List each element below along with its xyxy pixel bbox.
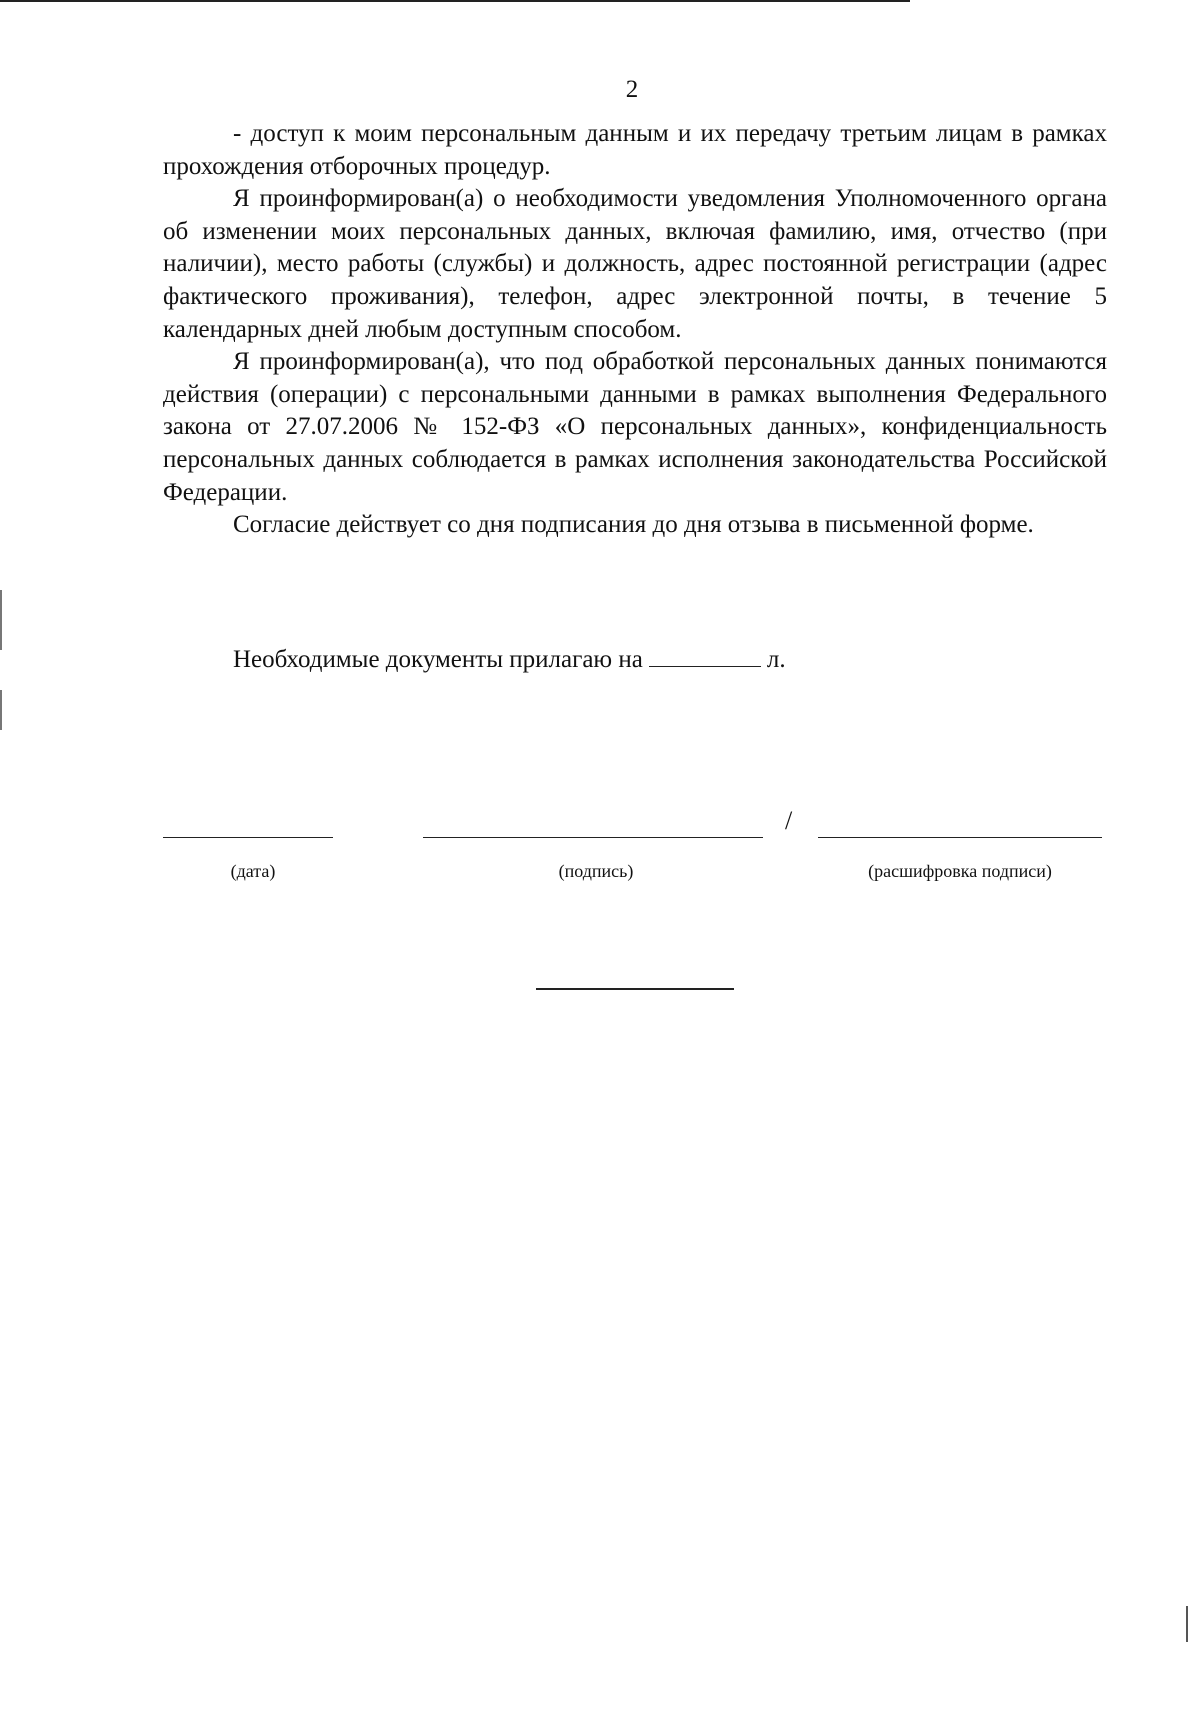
scan-margin-mark	[1186, 1606, 1188, 1642]
scan-margin-mark	[0, 590, 2, 650]
paragraph-processing: Я проинформирован(а), что под обработкой персональных данных понимаются действия (операции) с персональными данными в рамках выполнения Федерального закона от 27.07.2006 № 152-ФЗ «О персональных данных», конфиденциальность персональных данных соблюдается в рамках исполнения законодательства Российской Федерации.	[163, 348, 1107, 506]
attachments-unit: л.	[766, 646, 786, 673]
document-end-line	[536, 988, 734, 990]
page-number: 2	[625, 76, 639, 103]
date-caption: (дата)	[230, 861, 276, 881]
decoding-caption: (расшифровка подписи)	[868, 861, 1052, 881]
signature-caption: (подпись)	[558, 861, 634, 881]
scan-margin-mark	[0, 690, 2, 730]
document-body	[163, 118, 1107, 542]
paragraph-notification: Я проинформирован(а) о необходимости уведомления Уполномоченного органа об изменении моих персональных данных, включая фамилию, имя, отчество (при наличии), место работы (службы) и должность, адрес постоянной регистрации (адрес фактического проживания), телефон, адрес электронной почты, в течение 5 календарных дней любым доступным способом.	[163, 185, 1107, 343]
paragraph-validity: Согласие действует со дня подписания до дня отзыва в письменной форме.	[233, 511, 1034, 539]
attachments-line	[233, 644, 786, 676]
decoding-blank-line	[818, 837, 1102, 838]
attachments-label: Необходимые документы прилагаю на	[233, 646, 643, 673]
signature-separator: /	[785, 806, 793, 835]
paragraph-access: - доступ к моим персональным данным и их передачу третьим лицам в рамках прохождения отборочных процедур.	[163, 120, 1107, 180]
attachments-count-blank	[649, 644, 761, 667]
date-blank-line	[163, 837, 333, 838]
scan-edge-line	[0, 0, 910, 2]
signature-blank-line	[423, 837, 763, 838]
